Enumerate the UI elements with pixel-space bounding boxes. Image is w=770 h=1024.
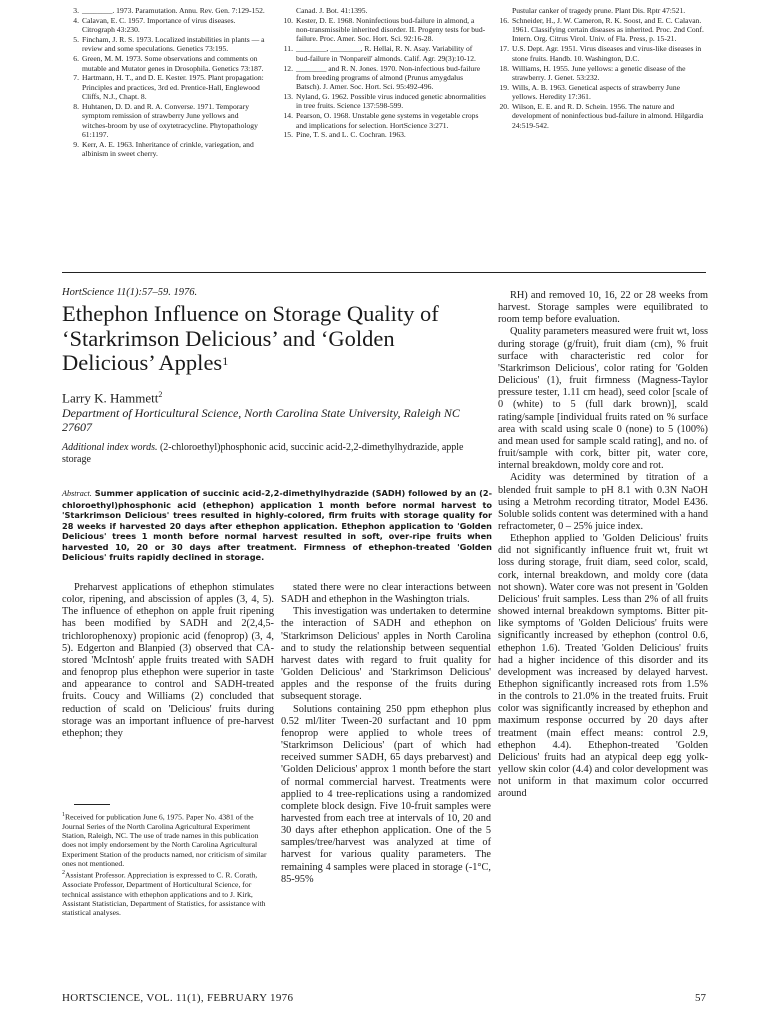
reference-item	[280, 92, 488, 111]
reference-number: 10.	[283, 15, 293, 25]
abstract-text: Summer application of succinic acid-2,2-dimethylhydrazide (SADH) followed by an (2-chloroethyl)phosphonic acid (ethephon) application 1 month before normal harvest to 'Starkrimson Delicious' trees resulted in highly-colored, firm fruits with storage quality for 28 weeks if harvested 20 days after ethephon application. Ethephon application to 'Golden Delicious' trees 1 month before normal harvest resulted in soft, over-ripe fruits when harvested 10, 20 or 30 days after treatment. Firmness of ethephon-treated 'Golden Delicious' fruits rapidly declined in storage.	[62, 488, 492, 562]
footnote	[62, 869, 274, 917]
body-paragraph: stated there were no clear interactions between SADH and ethephon in the Washington trials.	[281, 582, 491, 606]
reference-number: 9.	[73, 139, 79, 149]
reference-text: Kerr, A. E. 1963. Inheritance of crinkle, variegation, and albinism in sweet cherry.	[82, 139, 254, 159]
footnote-marker: 2	[62, 870, 65, 877]
footnotes	[62, 811, 274, 918]
footnote-marker: 1	[62, 812, 65, 818]
article-title-text: Ethephon Influence on Storage Quality of ‘Starkrimson Delicious’ and ‘Golden Delicious’ Apples	[62, 301, 439, 375]
keywords-text: (2-chloroethyl)phosphonic acid, succinic acid-2,2-dimethylhydrazide, apple storage	[62, 442, 464, 465]
body-column-2	[281, 582, 491, 886]
journal-footer: HORTSCIENCE, VOL. 11(1), FEBRUARY 1976	[62, 992, 294, 1004]
body-paragraph: RH) and removed 10, 16, 22 or 28 weeks from harvest. Storage samples were equilibrated to room temp before evaluation.	[498, 290, 708, 326]
article-title	[62, 302, 492, 376]
reference-item	[66, 35, 266, 54]
reference-text: Nyland, G. 1962. Possible virus induced genetic abnormalities in tree fruits. Science 137:598-599.	[296, 92, 486, 111]
reference-text: Pearson, O. 1968. Unstable gene systems in vegetable crops and implications for selection. HortScience 3:271.	[296, 111, 479, 130]
reference-number: 14.	[283, 111, 293, 121]
author-affiliation: Department of Horticultural Science, North Carolina State University, Raleigh NC 27607	[62, 406, 460, 434]
reference-number: 6.	[73, 54, 79, 64]
reference-text: Williams, H. 1955. June yellows: a genetic disease of the strawberry. J. Genet. 53:232.	[512, 63, 686, 82]
reference-item	[280, 6, 488, 15]
reference-text: Canad. J. Bot. 41:1395.	[296, 6, 368, 15]
reference-number: 12.	[283, 63, 293, 73]
reference-text: Fincham, J. R. S. 1973. Localized instabilities in plants — a review and some speculations. Genetics 73:195.	[82, 35, 265, 54]
reference-text: U.S. Dept. Agr. 1951. Virus diseases and virus-like diseases in stone fruits. Handb. 10. Washington, D.C.	[512, 44, 702, 63]
footnote-divider	[74, 804, 110, 805]
keywords-label: Additional index words.	[62, 442, 158, 453]
reference-number: 3.	[73, 6, 79, 15]
reference-text: ________ and R. N. Jones. 1970. Non-infectious bud-failure from breeding programs of almond (Prunus amygdalus Batsch). J. Amer. Soc. Hort. Sci. 95:492-496.	[296, 63, 481, 92]
reference-text: ________. 1973. Paramutation. Annu. Rev. Gen. 7:129-152.	[82, 6, 265, 15]
author-footnote-marker: 2	[158, 390, 163, 399]
reference-text: Huhtanen, D. D. and R. A. Converse. 1971. Temporary symptom remission of strawberry June yellows and witches-broom by use of oxytetracycline. Phytopathology 61:1197.	[82, 101, 258, 139]
reference-item	[66, 73, 266, 101]
reference-number: 7.	[73, 73, 79, 83]
reference-item	[496, 44, 706, 63]
reference-number	[280, 6, 296, 15]
body-paragraph: Solutions containing 250 ppm ethephon plus 0.52 ml/liter Tween-20 surfactant and 10 ppm fenoprop were applied to whole trees of 'Starkrimson Delicious' (part of which had received summer SADH, 65 days prebarvest) and 'Golden Delicious' approx 1 month before the start of normal commercial harvest. Treatments were applied to 4 tree-replications using a randomized complete block design. Five 10-fruit samples were harvested from each tree at intervals of 10, 20 and 30 days after ethephon application. One of the 5 samples/tree/harvest was analyzed at time of harvest for various quality parameters. The remaining 4 samples were placed in storage (-1°C, 85-95%	[281, 703, 491, 885]
reference-item	[66, 54, 266, 73]
reference-item	[280, 64, 488, 92]
body-paragraph: Acidity was determined by titration of a blended fruit sample to pH 8.1 with 0.3N NaOH using a Metrohm recording titrator, Model E436. Soluble solids content was determined with a hand refractometer, 0 – 25% juice index.	[498, 472, 708, 532]
journal-citation: HortScience 11(1):57–59. 1976.	[62, 287, 198, 298]
reference-item	[496, 16, 706, 44]
footnote	[62, 811, 274, 868]
reference-item	[496, 83, 706, 102]
reference-item	[496, 102, 706, 130]
reference-text: Kester, D. E. 1968. Noninfectious bud-failure in almond, a non-transmissible inherited disorder. II. Progeny tests for bud-failure. Proc. Amer. Soc. Hort. Sci. 92:16-28.	[296, 15, 486, 44]
author-name-text: Larry K. Hammett	[62, 390, 159, 406]
reference-column-3	[496, 6, 706, 130]
reference-item	[66, 140, 266, 159]
body-paragraph: This investigation was undertaken to determine the interaction of SADH and ethephon on 'Starkrimson Delicious' apples in North Carolina and to study the relationship between sequential harvest dates with regard to fruit quality for 'Golden Delicious' and 'Starkrimson Delicious' apples and the response of the fruits during subsequent storage.	[281, 606, 491, 703]
title-footnote-marker: 1	[222, 354, 229, 368]
body-column-3	[498, 290, 708, 801]
reference-number: 17.	[499, 44, 509, 54]
reference-item	[496, 64, 706, 83]
body-paragraph: Preharvest applications of ethephon stimulates color, ripening, and abscission of apples (3, 4, 5). The influence of ethephon on apple fruit ripening has been modified by SADH and 2(2,4,5-trichlorophenoxy) propionic acid (fenoprop) (3, 4, 5). Edgerton and Blanpied (3) observed that CA-stored 'McIntosh' apple fruits treated with SADH and fenoprop plus ethephon were superior in taste and appearance to control and SADH-treated fruits. Coucy and Williams (2) concluded that reduction of scald on 'Delicious' fruits during storage was an important influence of pre-harvest ethephon; they	[62, 582, 274, 739]
author-name	[62, 390, 162, 406]
page-number: 57	[695, 992, 706, 1004]
body-paragraph: Quality parameters measured were fruit wt, loss during storage (g/fruit), fruit diam (cm), % fruit surface with characteristic red color for 'Starkrimson Delicious', color rating for 'Golden Delicious' (1), fruit firmness (Magness-Taylor pressure tester, 1.11 cm head), seed color [scale of 0 (white) to 5 (full dark brown)], scald rating/sample [individual fruits rated on % surface area with scald using scale 0 (none) to 5 (100%) and mean used for sample scald rating], and no. of fruit/sample with cork, bitter pit, water core, internal breakdown, moldy core and rot.	[498, 326, 708, 472]
reference-text: Green, M. M. 1973. Some observations and comments on mutable and Mutator genes in Drosophila. Genetics 73:187.	[82, 54, 264, 73]
reference-text: ________, ________, R. Hellai, R. N. Asay. Variability of bud-failure in 'Nonpareil' almonds. Calif. Agr. 29(3):10-12.	[296, 44, 476, 63]
reference-number: 18.	[499, 63, 509, 73]
reference-number: 5.	[73, 35, 79, 45]
reference-item	[280, 111, 488, 130]
reference-column-2	[280, 6, 488, 140]
reference-number: 15.	[283, 130, 293, 140]
reference-column-1	[66, 6, 266, 159]
body-column-1	[62, 582, 274, 740]
reference-number: 19.	[499, 82, 509, 92]
body-paragraph: Ethephon applied to 'Golden Delicious' fruits did not significantly influence fruit wt, fruit wt loss during storage, fruit diam, seed color, scald, cork, internal breakdown, and moldy core (data not shown). Water core was not present in 'Golden Delicious' fruit samples. Less than 2% of all fruits showed internal breakdown symptoms. Bitter pit-like symptoms of 'Golden Delicious' fruits were significantly increased by ethephon (control 0.6, ethephon 1.6). Treated 'Golden Delicious' fruits had a higher incidence of this disorder and its development was increased by delayed harvest. Ethephon significantly increased rots from 1.5% in the controls to 21.0% in the treated fruits. Fruit color was significantly increased by ethephon and maximum response occurred by 20 days after treatment (main effect means: control 2.9, ethephon 4.4). Ethephon-treated 'Golden Delicious' fruits had an atypical deep egg yolk-yellow skin color (4.4) and color development was not uniform in that maximum color occurred around	[498, 533, 708, 800]
section-divider	[62, 272, 706, 273]
reference-item	[66, 6, 266, 15]
reference-item	[280, 44, 488, 63]
reference-number: 4.	[73, 15, 79, 25]
footnote-text: Received for publication June 6, 1975. Paper No. 4381 of the Journal Series of the North Carolina Agricultural Experiment Station, Raleigh, NC. The use of trade names in this publication does not imply endorsement by the North Carolina Agricultural Experiment Station of the products named, nor criticism of similar ones not mentioned.	[62, 812, 267, 869]
reference-number: 20.	[499, 101, 509, 111]
reference-number: 11.	[283, 44, 293, 54]
reference-text: Pustular canker of tragedy prune. Plant Dis. Rptr 47:521.	[512, 6, 686, 15]
reference-text: Wilson, E. E. and R. D. Schein. 1956. The nature and development of noninfectious bud-failure in almond. Hilgardia 24:519-542.	[512, 101, 704, 130]
reference-text: Schneider, H., J. W. Cameron, R. K. Soost, and E. C. Calavan. 1961. Classifying certain diseases as inherited. Proc. 2nd Conf. Intern. Org. Citrus Virol. Univ. of Fla. Press, p. 15-21.	[512, 15, 704, 44]
reference-item	[66, 16, 266, 35]
abstract-label: Abstract.	[62, 489, 92, 498]
reference-text: Hartmann, H. T., and D. E. Kester. 1975. Plant propagation: Principles and practices, 3rd ed. Prentice-Hall, Englewood Cliffs, N.J., Chapt. 8.	[82, 73, 264, 102]
reference-number	[496, 6, 512, 15]
abstract	[62, 488, 492, 563]
reference-item	[280, 16, 488, 44]
reference-text: Wills, A. B. 1963. Genetical aspects of strawberry June yellows. Heredity 17:361.	[512, 82, 680, 102]
footnote-text: Assistant Professor. Appreciation is expressed to C. R. Corath, Associate Professor, Department of Horticultural Science, for technical assistance with ethephon applications and to J. Kirk, Assistant Statistician, Department of Statistics, for assistance with statistical analyses.	[62, 870, 266, 918]
reference-number: 13.	[283, 92, 293, 102]
reference-text: Calavan, E. C. 1957. Importance of virus diseases. Citrograph 43:230.	[82, 15, 236, 35]
reference-item	[496, 6, 706, 15]
reference-item	[66, 102, 266, 139]
reference-number: 8.	[73, 101, 79, 111]
reference-text: Pine, T. S. and L. C. Cochran. 1963.	[296, 130, 406, 140]
reference-number: 16.	[499, 15, 509, 25]
keywords	[62, 442, 492, 466]
reference-item	[280, 130, 488, 139]
